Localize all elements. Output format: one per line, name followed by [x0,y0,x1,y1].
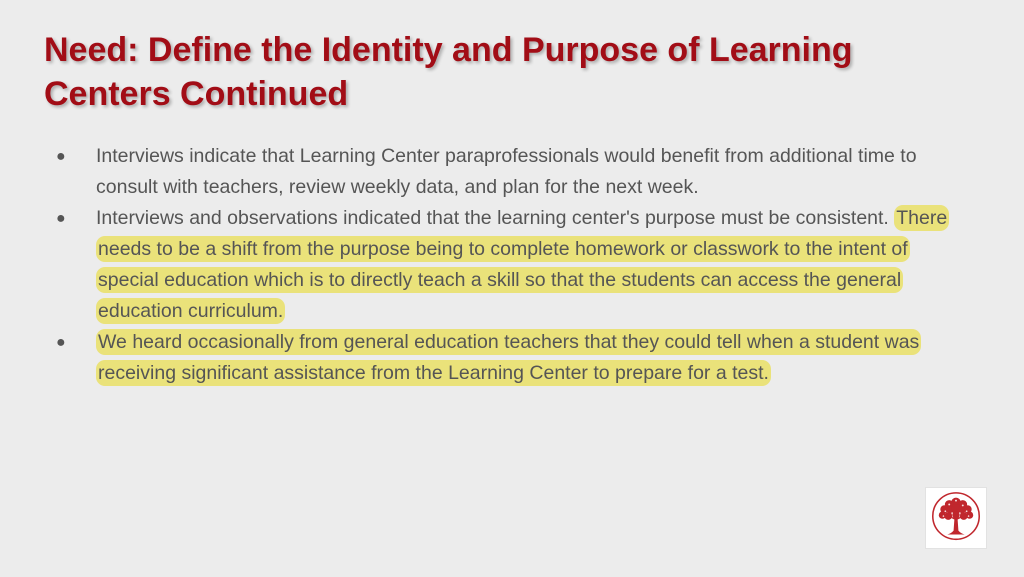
bullet-text-2-plain: Interviews and observations indicated that the learning center's purpose must be consistent. [96,207,895,229]
slide-title [44,28,984,116]
slide-title-line-2: Centers Continued [44,75,349,113]
school-logo [925,487,987,549]
bullet-dot-icon: ● [56,148,66,165]
bullet-item-2 [52,203,952,327]
bullet-text-3-highlighted: We heard occasionally from general education teachers that they could tell when a student was receiving significant assistance from the Learning Center to prepare for a test. [98,331,920,384]
bullet-dot-icon: ● [56,210,66,227]
tree-logo-icon [926,488,986,548]
bullet-dot-icon: ● [56,334,66,351]
bullet-text-2-highlighted: There needs to be a shift from the purpose being to complete homework or classwork to the intent of special education which is to directly teach a skill so that the students can access the general education curriculum. [98,207,948,322]
bullet-list [52,141,952,389]
slide-title-line-1: Need: Define the Identity and Purpose of Learning [44,31,853,69]
bullet-item-1 [52,141,952,203]
bullet-text-1: Interviews indicate that Learning Center paraprofessionals would benefit from additional time to consult with teachers, review weekly data, and plan for the next week. [96,145,917,198]
bullet-item-3 [52,327,952,389]
